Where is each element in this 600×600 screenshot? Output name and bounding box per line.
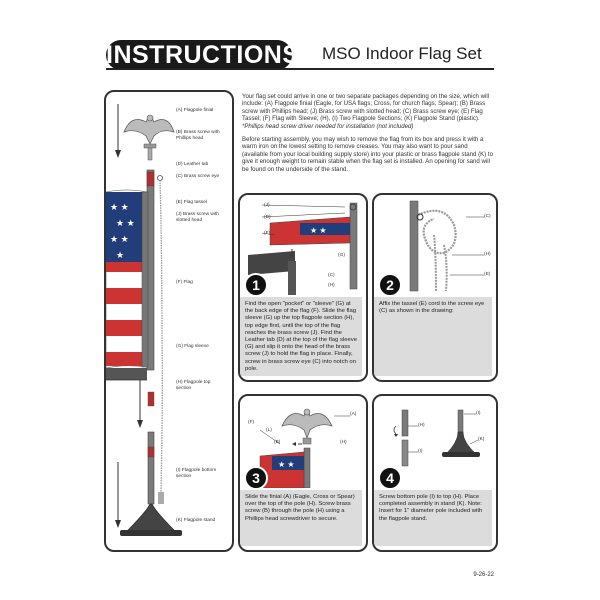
step-4-label-i: (I)	[418, 449, 423, 454]
label-g: (G) Flag sleeve	[176, 344, 209, 349]
title-divider	[106, 68, 494, 70]
assembly-diagram	[106, 92, 232, 550]
step-2-label-c: (C)	[484, 214, 491, 219]
label-c: (C) Brass screw eye	[176, 174, 220, 179]
label-i: (I) Flagpole bottom section	[176, 468, 217, 479]
svg-text:★: ★	[116, 250, 125, 260]
step-3-label-l: (L)	[266, 428, 272, 433]
svg-text:★ ★: ★ ★	[116, 218, 135, 228]
eagle-finial-icon	[124, 115, 174, 160]
svg-text:★ ★: ★ ★	[310, 226, 327, 235]
intro-text	[242, 93, 494, 179]
svg-text:★ ★: ★ ★	[110, 202, 129, 212]
step-3-label-b: (B)	[274, 440, 281, 445]
revision-date: 9-26-22	[473, 572, 494, 578]
page-subtitle: MSO Indoor Flag Set	[322, 44, 482, 63]
step-1-panel	[238, 193, 368, 382]
step-4-number: 4	[378, 466, 402, 490]
label-f: (F) Flag	[176, 280, 193, 285]
step-1-label-f: (F)	[264, 231, 271, 236]
step-4-label-h: (H)	[418, 423, 425, 428]
label-j: (J) Brass screw with slotted head	[176, 212, 219, 223]
intro-para-2: Before starting assembly, you may wish to remove the flag from its box and press it with a warm iron on the lowest setting to remove creases. You may also want to pour sand (available from your local building supply store) into your plastic or brass flagpole stand (K) to give it enough weight to remain stable when the flag set is installed. An opening for sand will be found on the underside of the stand.	[242, 136, 493, 173]
label-e: (E) Flag tassel	[176, 200, 207, 205]
label-a: (A) Flagpole finial	[176, 108, 214, 113]
step-3-panel	[238, 394, 368, 552]
label-b: (B) Brass screw with Phillips head	[176, 130, 220, 141]
step-1-label-h: (H)	[328, 283, 335, 288]
label-h: (H) Flagpole top section	[176, 380, 211, 391]
step-1-label-d: (D)	[264, 215, 271, 220]
usa-flag-icon	[106, 190, 147, 380]
step-1-label-j: (J)	[264, 203, 270, 208]
page-title: INSTRUCTIONS	[106, 41, 300, 69]
step-3-label-a: (A)	[350, 412, 357, 417]
assembly-diagram-panel	[104, 90, 234, 552]
label-d: (D) Leather tab	[176, 162, 209, 167]
step-4-label-k: (K)	[478, 437, 485, 442]
step-3-label-h: (H)	[340, 440, 347, 445]
step-1-number: 1	[244, 273, 268, 297]
svg-text:★ ★: ★ ★	[110, 234, 129, 244]
intro-note: *Phillips head screw driver needed for installation (not included)	[242, 122, 414, 130]
step-4-label-i-2: (I)	[476, 411, 481, 416]
step-2-panel	[372, 193, 498, 382]
step-2-label-h: (H)	[484, 252, 491, 257]
step-4-panel	[372, 394, 498, 552]
step-3-label-f: (F)	[248, 420, 255, 425]
step-2-label-e: (E)	[484, 272, 491, 277]
step-4-text: Screw bottom pole (I) to top (H). Place completed assembly in stand (K). Note: Insert for 1" diameter pole included with the flagpole stand.	[374, 490, 492, 546]
step-1-label-c: (C)	[328, 273, 335, 278]
step-1-text: Find the open "pocket" or "sleeve" (G) at the back edge of the flag (F). Slide the flag sleeve (G) up the top flagpole section (H), top edge first, until the top of the flag reaches the brass screw (J). Find the Leather tab (D) at the top of the flag sleeve (G) and slip it onto the head of the brass screw (J) to hold the flag in place. Finally, screw in brass screw eye (C) into notch on pole.	[240, 297, 362, 376]
step-2-text: Affix the tassel (E) cord to the screw eye (C) as shown in the drawing:	[374, 297, 492, 376]
step-2-number: 2	[378, 273, 402, 297]
step-1-label-g: (G)	[338, 253, 345, 258]
label-k: (K) Flagpole stand	[176, 518, 216, 523]
intro-para-1: Your flag set could arrive in one or two separate packages depending on the size, which will include: (A) Flagpole finial (Eagle, for USA flags; Cross, for church flags; Spear); (B) Brass screw with Phillips head; (J) Brass screw with slotted head; (C) Brass screw eye; (E) Flag Tassel; (F) Flag with Sleeve; (H), (I) Two Flagpole Sections; (K) Flagpole Stand (plastic).	[242, 93, 490, 123]
step-3-number: 3	[244, 466, 268, 490]
step-3-text: Slide the finial (A) (Eagle, Cross or Spear) over the top of the pole (H). Screw brass screw (B) through the pole (H) using a Phillips head screwdriver to secure.	[240, 490, 362, 546]
svg-text:★ ★: ★ ★	[278, 460, 295, 469]
